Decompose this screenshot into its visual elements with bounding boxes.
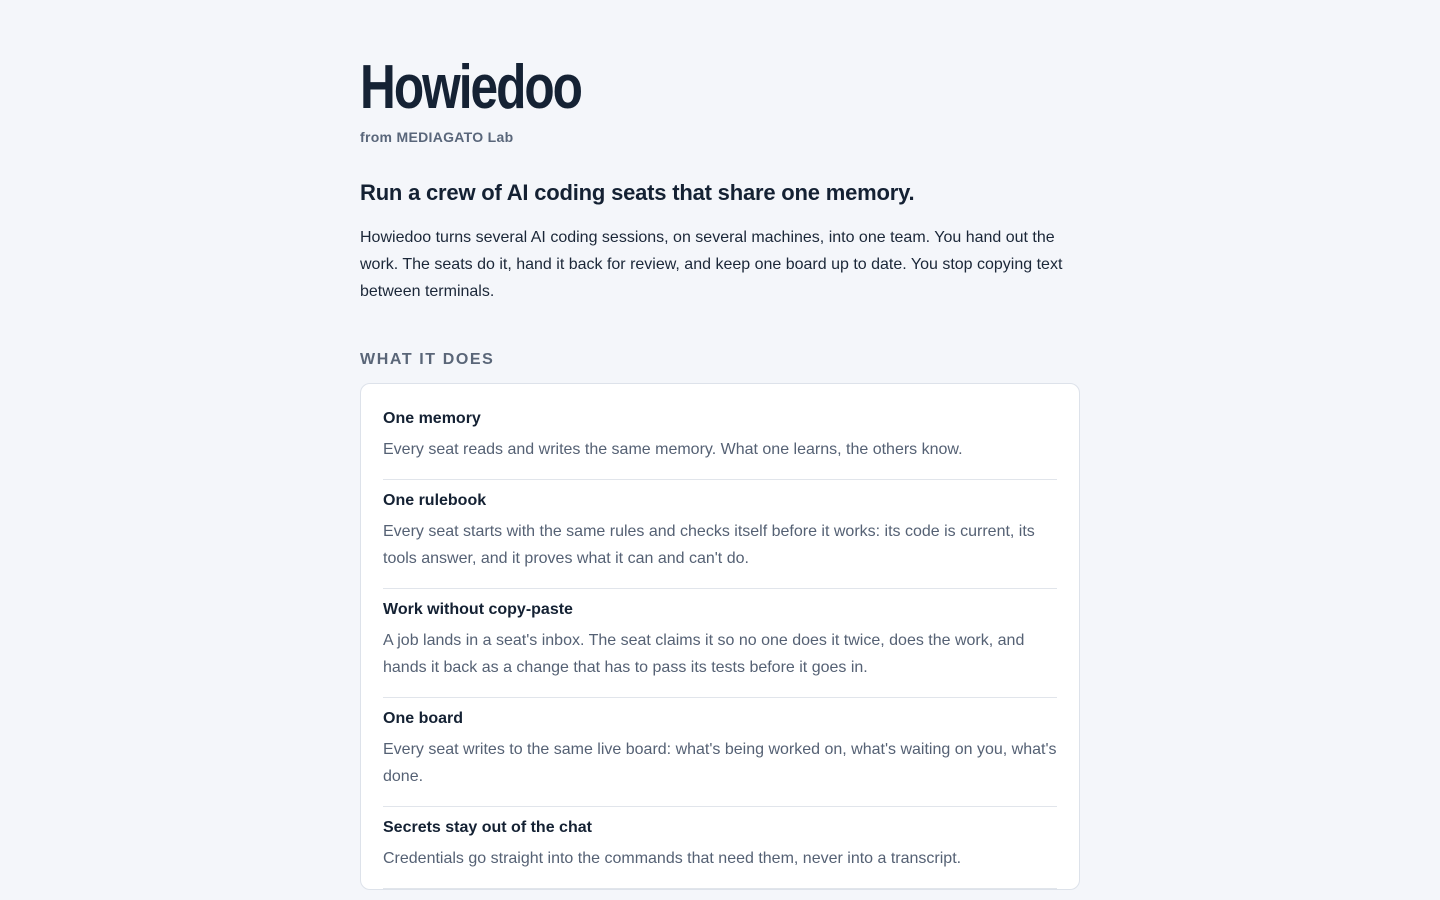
feature-item <box>383 589 1057 698</box>
feature-title: Secrets stay out of the chat <box>383 819 592 836</box>
feature-title: One memory <box>383 410 481 427</box>
feature-title: One rulebook <box>383 492 487 509</box>
tagline: Run a crew of AI coding seats that share one memory. <box>360 180 915 205</box>
feature-item <box>383 398 1057 480</box>
feature-item <box>383 698 1057 807</box>
feature-description: A job lands in a seat's inbox. The seat claims it so no one does it twice, does the work, and hands it back as a change that has to pass its tests before it goes in. <box>383 632 1025 676</box>
feature-description: Every seat starts with the same rules and checks itself before it works: its code is current, its tools answer, and it proves what it can and can't do. <box>383 523 1035 567</box>
feature-description: Every seat writes to the same live board: what's being worked on, what's waiting on you, what's done. <box>383 741 1057 785</box>
feature-description: Credentials go straight into the commands that need them, never into a transcript. <box>383 850 962 867</box>
feature-description: Every seat reads and writes the same memory. What one learns, the others know. <box>383 441 963 458</box>
section-heading-what-it-does: WHAT IT DOES <box>360 351 495 368</box>
feature-title: Work without copy-paste <box>383 601 573 618</box>
feature-item <box>383 480 1057 589</box>
feature-item <box>383 807 1057 889</box>
feature-title: One board <box>383 710 464 727</box>
intro-paragraph: Howiedoo turns several AI coding sessions, on several machines, into one team. You hand out the work. The seats do it, hand it back for review, and keep one board up to date. You stop copying text between terminals. <box>360 229 1063 300</box>
landing-page <box>360 0 1080 890</box>
brand-title: Howiedoo <box>360 53 581 122</box>
brand-subtitle: from MEDIAGATO Lab <box>360 129 514 145</box>
features-card <box>360 383 1080 890</box>
